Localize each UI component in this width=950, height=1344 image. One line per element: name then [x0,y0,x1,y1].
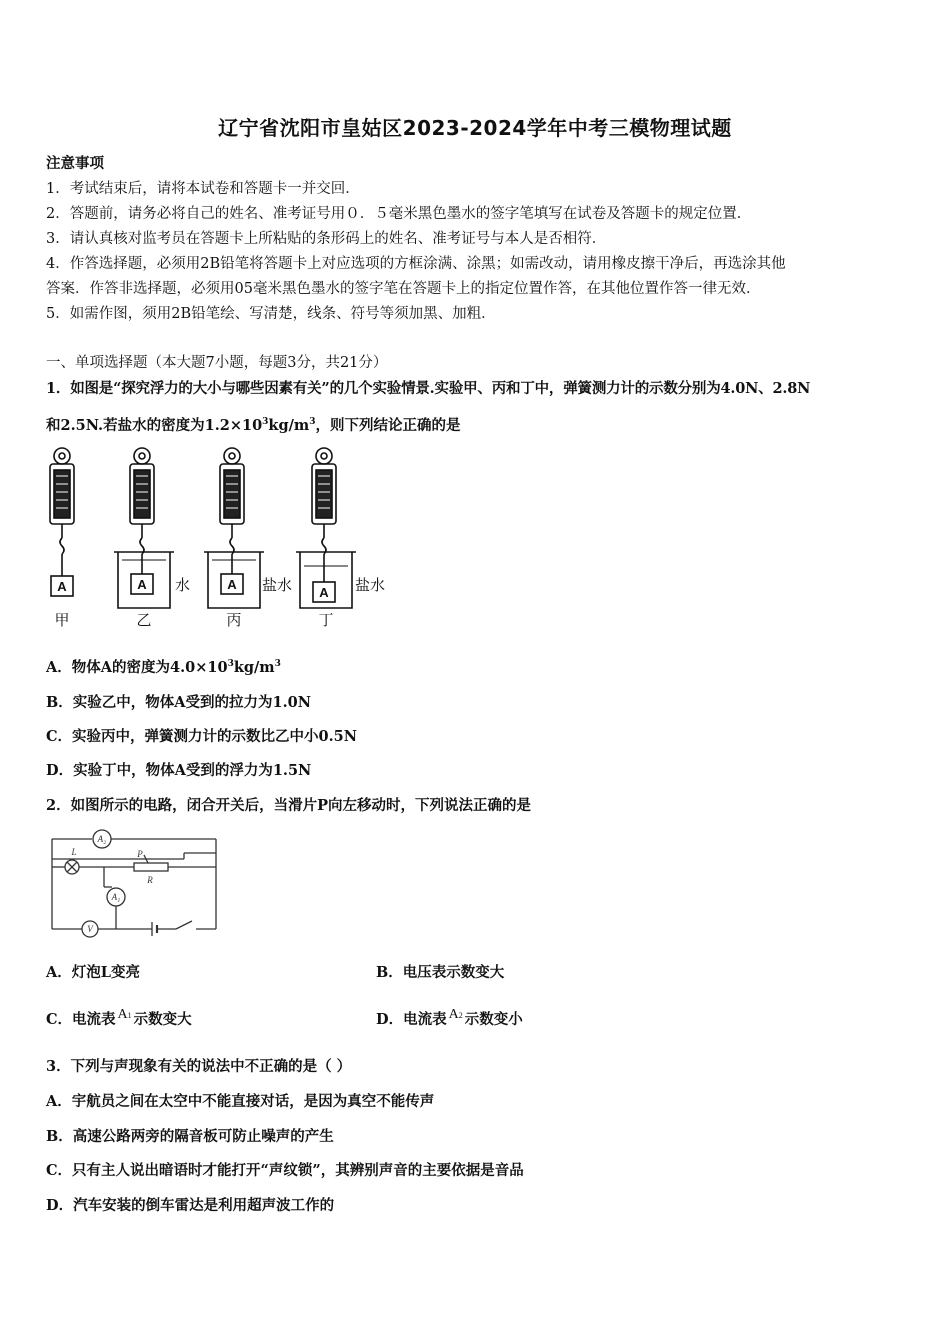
q3-option-b: B．高速公路两旁的隔音板可防止噪声的产生 [46,1128,334,1145]
q1-stem-text: ，则下列结论正确的是 [315,417,461,434]
option-text: A．物体A的密度为4.0×10 [46,659,228,676]
ammeter-a1-label: A₁ [111,892,121,902]
q1-option-d: D．实验丁中，物体A受到的浮力为1.5N [46,762,312,779]
option-sup: 3 [274,659,281,670]
notice-item: 5．如需作图，须用2B铅笔绘、写清楚，线条、符号等须加黑、加粗． [46,306,496,322]
option-text: kg/m [233,659,275,676]
ammeter-a2-label: A₂ [97,834,107,844]
slider-label: P [137,849,143,859]
liquid-label: 水 [175,576,191,594]
q1-option-b: B．实验乙中，物体A受到的拉力为1.0N [46,694,311,711]
notice-item: 4．作答选择题，必须用2B铅笔将答题卡上对应选项的方框涂满、涂黑；如需改动，请用橡皮擦干净后，再选涂其他 [46,256,786,272]
page-title: 辽宁省沈阳市皇姑区2023-2024学年中考三模物理试题 [218,116,732,140]
section-heading: 一、单项选择题（本大题7小题，每题3分，共21分） [46,355,388,371]
caption: 丙 [226,611,242,629]
caption: 乙 [136,611,152,629]
spring-scale-jia [50,448,74,596]
q2-option-a: A．灯泡L变亮 [46,964,140,981]
q3-option-c: C．只有主人说出暗语时才能打开“声纹锁”，其辨别声音的主要依据是音品 [46,1162,524,1179]
q2-stem: 2．如图所示的电路，闭合开关后，当滑片P向左移动时，下列说法正确的是 [46,797,531,814]
ammeter-a2-symbol [449,1007,463,1022]
q3-option-d: D．汽车安装的倒车雷达是利用超声波工作的 [46,1197,335,1214]
symbol-sub: 2 [458,1011,463,1020]
q1-stem-sup: 3 [262,417,269,428]
q2-option-d [376,1008,523,1029]
notice-item: 1．考试结束后，请将本试卷和答题卡一并交回． [46,181,360,197]
q1-stem-line1: 1．如图是“探究浮力的大小与哪些因素有关”的几个实验情景.实验甲、丙和丁中，弹簧测力计的示数分别为4.0N、2.8N [46,380,811,397]
q3-stem: 3．下列与声现象有关的说法中不正确的是（ ） [46,1058,352,1075]
spring-scale-ding [296,448,356,608]
notice-heading: 注意事项 [46,155,104,172]
q1-spring-scale-figure [40,444,400,634]
q2-option-b: B．电压表示数变大 [376,964,505,981]
q3-option-a: A．宇航员之间在太空中不能直接对话，是因为真空不能传声 [46,1093,435,1110]
caption: 丁 [318,611,334,629]
block-label: A [57,579,67,594]
liquid-label: 盐水 [355,576,386,594]
lamp-label: L [71,847,77,857]
q1-stem-sup: 3 [309,417,316,428]
q1-stem-text: kg/m [268,417,310,434]
notice-item: 答案．作答非选择题，必须用05毫米黑色墨水的签字笔在答题卡上的指定位置作答，在其他位置作答一律无效． [46,281,761,297]
option-text: C．电流表 [46,1011,116,1028]
ammeter-a1-symbol [118,1007,132,1022]
block-label: A [137,577,147,592]
block-label: A [227,577,237,592]
symbol-sub: 1 [127,1011,132,1020]
notice-item: 2．答题前，请务必将自己的姓名、准考证号用０．５毫米黑色墨水的签字笔填写在试卷及答题卡的规定位置． [46,206,752,222]
option-text: 示数变小 [464,1011,523,1028]
block-label: A [319,585,329,600]
q1-option-a [46,656,281,677]
notice-item: 3．请认真核对监考员在答题卡上所粘贴的条形码上的姓名、准考证号与本人是否相符． [46,231,607,247]
q1-stem-line2 [46,414,461,435]
liquid-label: 盐水 [262,576,293,594]
q1-option-c: C．实验丙中，弹簧测力计的示数比乙中小0.5N [46,728,358,745]
voltmeter-label: V [87,924,93,934]
option-sup: 3 [227,659,234,670]
q2-circuit-figure [44,825,224,943]
q1-stem-text: 和2.5N.若盐水的密度为1.2×10 [46,417,263,434]
q2-option-c [46,1008,192,1029]
option-text: 示数变大 [133,1011,192,1028]
rheostat-label: R [147,875,153,885]
symbol-letter: A [117,1007,128,1022]
option-text: D．电流表 [376,1011,447,1028]
symbol-letter: A [448,1007,459,1022]
caption: 甲 [54,611,70,629]
